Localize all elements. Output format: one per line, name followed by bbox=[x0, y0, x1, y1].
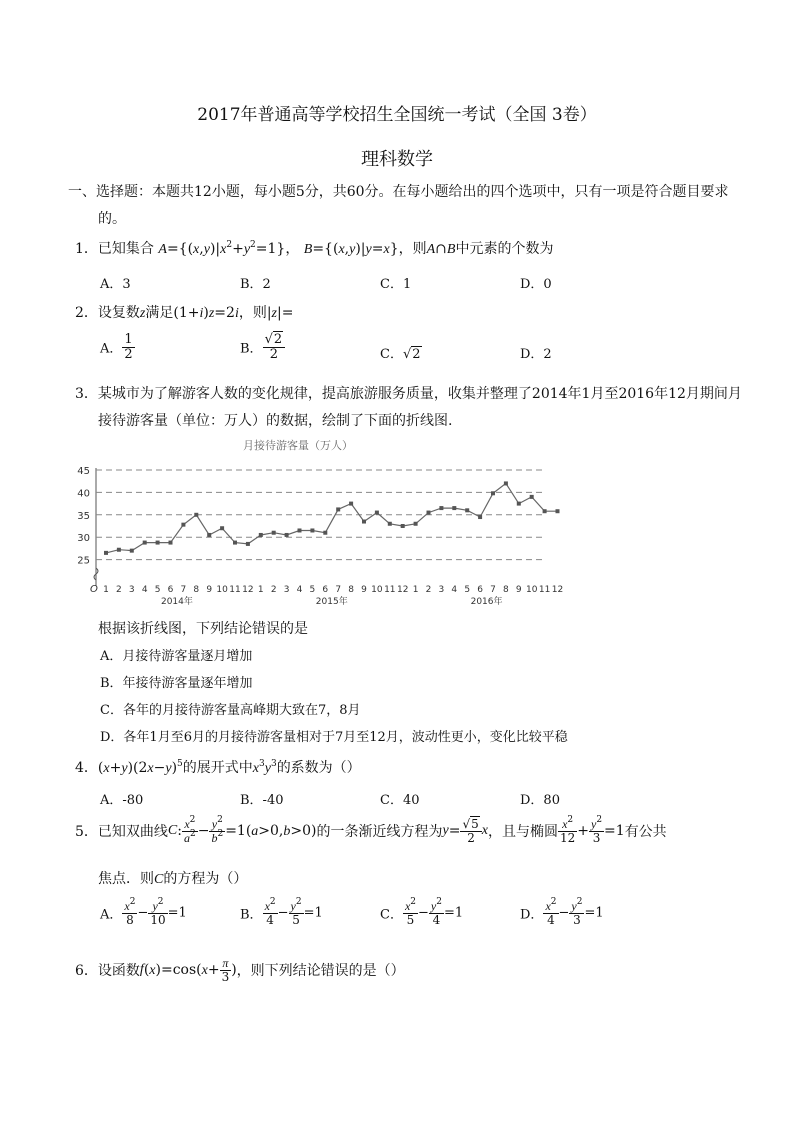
x-tick-label: 5 bbox=[154, 585, 161, 595]
x-tick-label: 1 bbox=[257, 585, 264, 595]
q2-option-c: C．√2 bbox=[380, 347, 421, 362]
q2-option-b: B． $\frac{√2}{2}$ bbox=[240, 333, 285, 361]
data-point bbox=[452, 506, 456, 510]
q3-option-d: D．各年1月至6月的月接待游客量相对于7月至12月，波动性更小，变化比较平稳 bbox=[100, 730, 568, 745]
x-tick-label: 11 bbox=[229, 585, 241, 595]
section-heading-line1: 一、选择题：本题共12小题，每小题5分，共60分。在每小题给出的四个选项中，只有一项是符合题目要求 bbox=[68, 184, 729, 200]
question-5-line2: 焦点．则C的方程为（） bbox=[98, 871, 248, 887]
x-tick-label: 12 bbox=[242, 585, 254, 595]
data-point bbox=[220, 526, 224, 530]
x-tick-label: 5 bbox=[309, 585, 316, 595]
q3-option-c: C．各年的月接待游客量高峰期大致在7，8月 bbox=[100, 703, 361, 718]
data-point bbox=[530, 495, 534, 499]
question-3-line1: 3．某城市为了解游客人数的变化规律，提高旅游服务质量，收集并整理了2014年1月至2016年12月期间月 bbox=[75, 386, 742, 402]
x-tick-label: 6 bbox=[322, 585, 329, 595]
x-tick-label: 6 bbox=[477, 585, 483, 595]
data-point bbox=[143, 541, 147, 545]
x-tick-label: 5 bbox=[464, 585, 471, 595]
data-point bbox=[362, 520, 366, 524]
x-tick-label: 11 bbox=[384, 585, 396, 595]
x-tick-label: 10 bbox=[216, 585, 228, 595]
series-line bbox=[106, 483, 558, 553]
q5-option-c: C． $\frac{x^2}{5}$ − $\frac{y^2}{4}$ =1 bbox=[380, 897, 464, 927]
data-point bbox=[517, 502, 521, 506]
q1-option-b: B．2 bbox=[240, 277, 271, 292]
x-tick-label: 3 bbox=[438, 585, 445, 595]
data-point bbox=[104, 551, 108, 555]
chart-title: 月接待游客量（万人） bbox=[243, 439, 353, 452]
data-point bbox=[401, 524, 405, 528]
data-point bbox=[194, 513, 198, 517]
data-point bbox=[465, 508, 469, 512]
data-point bbox=[414, 522, 418, 526]
x-tick-label: 10 bbox=[525, 585, 538, 595]
x-tick-label: 3 bbox=[128, 585, 135, 595]
x-tick-label: 11 bbox=[538, 585, 551, 595]
x-tick-label: 9 bbox=[361, 585, 367, 595]
data-point bbox=[272, 531, 276, 535]
x-tick-label: 6 bbox=[167, 585, 174, 595]
y-tick-label: 30 bbox=[77, 533, 90, 545]
question-6: 6．设函数f(x)=cos(x+ $\frac{\pi}{3}$ )，则下列结论错误的是（） bbox=[75, 956, 405, 984]
data-point bbox=[181, 523, 185, 527]
visitor-line-chart bbox=[68, 434, 564, 610]
question-4: 4．$(x+y)(2x-y)^5$的展开式中$x^3y^3$的系数为（） bbox=[75, 759, 361, 776]
q4-option-d: D．80 bbox=[520, 793, 560, 808]
x-tick-label: 4 bbox=[296, 585, 303, 595]
x-tick-label: 7 bbox=[180, 585, 187, 595]
data-point bbox=[298, 528, 302, 532]
data-point bbox=[375, 511, 379, 515]
question-1: 1．已知集合 $A=\{(x,y)|x^2+y^2=1\}$， B={(x,y)|y=x}，则A∩B中元素的个数为 bbox=[75, 240, 554, 257]
data-point bbox=[478, 515, 482, 519]
q1-option-d: D．0 bbox=[520, 277, 552, 292]
exam-title: 2017年普通高等学校招生全国统一考试（全国 3卷） bbox=[197, 105, 597, 125]
exam-subject: 理科数学 bbox=[361, 149, 433, 170]
x-tick-label: 8 bbox=[193, 585, 200, 595]
x-tick-label: 10 bbox=[371, 585, 383, 595]
x-tick-label: 1 bbox=[412, 585, 419, 595]
q5-option-b: B． $\frac{x^2}{4}$ − $\frac{y^2}{5}$ =1 bbox=[240, 897, 323, 927]
x-tick-label: 4 bbox=[141, 585, 148, 595]
x-tick-label: 2 bbox=[270, 585, 277, 595]
q1-option-a: A．3 bbox=[100, 277, 131, 292]
question-2: 2．设复数z满足(1+i)z=2i，则|z|= bbox=[75, 305, 294, 321]
x-tick-label: 2 bbox=[425, 585, 432, 595]
data-point bbox=[207, 533, 211, 537]
q3-option-a: A．月接待游客量逐月增加 bbox=[100, 649, 253, 664]
x-tick-label: 12 bbox=[551, 585, 564, 595]
x-tick-label: 9 bbox=[206, 585, 213, 595]
data-point bbox=[310, 528, 314, 532]
data-point bbox=[233, 541, 237, 545]
q4-option-a: A．-80 bbox=[100, 793, 144, 808]
q2-option-d: D．2 bbox=[520, 347, 552, 362]
x-tick-label: 9 bbox=[515, 585, 522, 595]
x-tick-label: 8 bbox=[348, 585, 354, 595]
data-point bbox=[323, 531, 327, 535]
data-point bbox=[285, 533, 289, 537]
x-tick-label: 8 bbox=[503, 585, 509, 595]
data-point bbox=[349, 502, 353, 506]
y-tick-label: 45 bbox=[77, 466, 90, 477]
data-point bbox=[117, 548, 121, 552]
x-tick-label: 7 bbox=[335, 585, 342, 595]
q4-option-c: C．40 bbox=[380, 793, 420, 808]
data-point bbox=[246, 542, 250, 546]
data-point bbox=[491, 491, 495, 495]
data-point bbox=[543, 509, 547, 513]
data-point bbox=[439, 506, 443, 510]
x-tick-label: 1 bbox=[103, 585, 109, 595]
origin-label: O bbox=[90, 584, 98, 595]
data-point bbox=[169, 541, 173, 545]
q2-option-a: A． $\frac{1}{2}$ bbox=[100, 332, 133, 362]
x-tick-label: 2 bbox=[116, 585, 122, 595]
q3-option-b: B．年接待游客量逐年增加 bbox=[100, 676, 253, 691]
year-label: 2015年 bbox=[315, 597, 348, 607]
data-point bbox=[156, 541, 160, 545]
y-tick-label: 25 bbox=[77, 555, 90, 567]
q4-option-b: B．-40 bbox=[240, 793, 284, 808]
x-tick-label: 12 bbox=[396, 585, 409, 595]
question-3-prompt: 根据该折线图，下列结论错误的是 bbox=[98, 621, 308, 637]
section-heading-line2: 的。 bbox=[98, 211, 126, 227]
x-tick-label: 7 bbox=[490, 585, 496, 595]
data-point bbox=[504, 481, 508, 485]
data-point bbox=[427, 511, 431, 515]
q5-option-d: D． $\frac{x^2}{4}$ − $\frac{y^2}{3}$ =1 bbox=[520, 897, 604, 927]
x-tick-label: 3 bbox=[283, 585, 290, 595]
q5-option-a: A． $\frac{x^2}{8}$ − $\frac{y^2}{10}$ =1 bbox=[100, 897, 187, 927]
year-label: 2016年 bbox=[470, 597, 503, 607]
year-label: 2014年 bbox=[160, 597, 193, 607]
y-tick-label: 35 bbox=[77, 510, 90, 522]
question-5-line1: 5．已知双曲线C: $\frac{x^2}{a^2}$ − $\frac{y^2}{b^2}$ =1(a>0,b>0)的一条渐近线方程为y= $\frac{√5}{2}$ x，且与椭圆 $\frac{x^2}{12}$ + $\frac{y^2}{3}$ =1有公共 bbox=[75, 815, 667, 845]
q1-option-c: C．1 bbox=[380, 277, 412, 292]
data-point bbox=[336, 507, 340, 511]
data-point bbox=[130, 549, 134, 553]
data-point bbox=[259, 533, 263, 537]
data-point bbox=[556, 509, 560, 513]
data-point bbox=[388, 522, 392, 526]
y-tick-label: 40 bbox=[77, 488, 90, 500]
x-tick-label: 4 bbox=[451, 585, 458, 595]
question-3-line2: 接待游客量（单位：万人）的数据，绘制了下面的折线图. bbox=[98, 413, 453, 429]
